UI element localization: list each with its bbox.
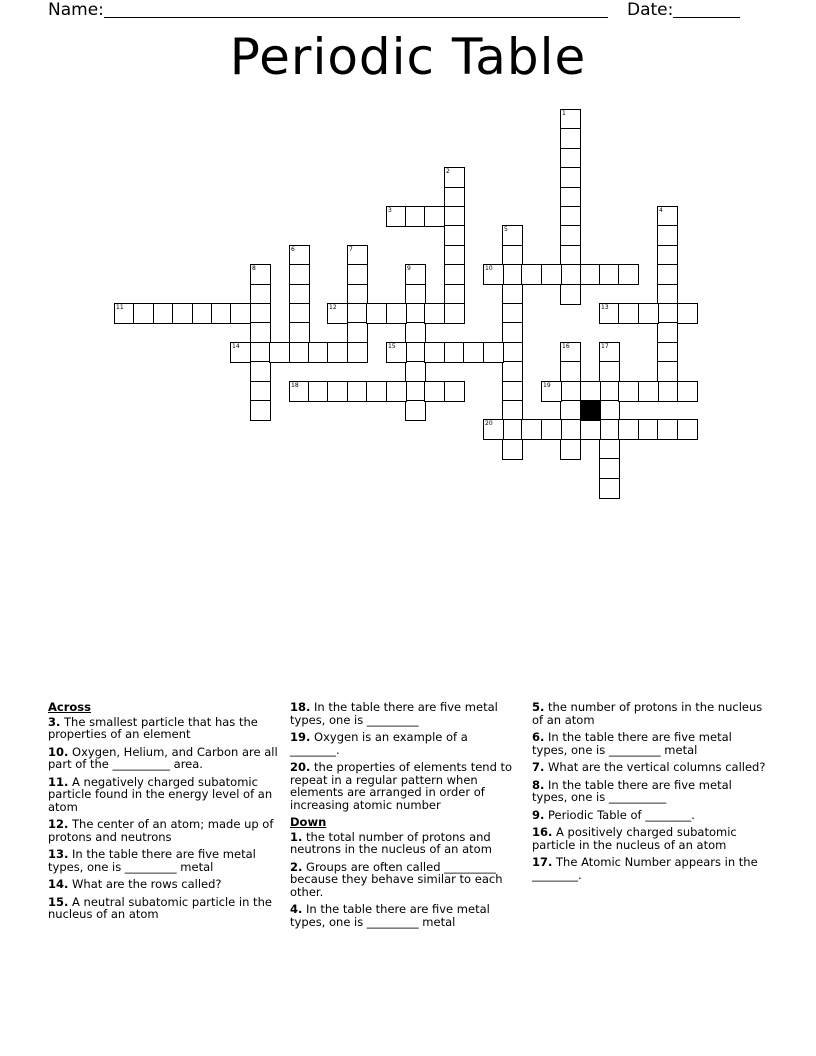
clue-column-3: [532, 701, 768, 886]
crossword-cell[interactable]: [289, 245, 310, 266]
crossword-cell[interactable]: [250, 264, 271, 285]
clue-across-19: 19. Oxygen is an example of a ________.: [290, 730, 468, 757]
page-title: Periodic Table: [229, 28, 587, 86]
clue-column-2: [290, 701, 520, 933]
crossword-cell[interactable]: [405, 400, 426, 421]
clue-down-5: 5. the number of protons in the nucleus of an atom: [532, 700, 763, 727]
crossword-cell[interactable]: [463, 342, 484, 363]
crossword-cell[interactable]: [502, 245, 523, 266]
across-heading: Across: [48, 700, 91, 714]
crossword-cell[interactable]: [502, 303, 523, 324]
crossword-cell[interactable]: [483, 419, 504, 440]
crossword-cell[interactable]: [424, 206, 445, 227]
crossword-cell[interactable]: [405, 206, 426, 227]
crossword-cell[interactable]: [541, 381, 562, 402]
crossword-cell[interactable]: [289, 284, 310, 305]
crossword-cell[interactable]: [424, 342, 445, 363]
crossword-cell[interactable]: [289, 342, 310, 363]
crossword-cell[interactable]: [599, 303, 620, 324]
crossword-cell[interactable]: [347, 245, 368, 266]
crossword-cell[interactable]: [444, 284, 465, 305]
crossword-cell[interactable]: [250, 284, 271, 305]
clue-number: 18: [291, 382, 299, 389]
crossword-cell[interactable]: [327, 381, 348, 402]
clue-down-8: 8. In the table there are five metal types, one is __________: [532, 777, 732, 804]
crossword-cell[interactable]: [502, 264, 523, 285]
crossword-cell[interactable]: [657, 284, 678, 305]
crossword-cell[interactable]: [347, 381, 368, 402]
crossword-cell[interactable]: [541, 419, 562, 440]
crossword-cell[interactable]: [657, 303, 678, 324]
crossword-cell[interactable]: [230, 342, 251, 363]
crossword-cell[interactable]: [560, 381, 581, 402]
crossword-cell[interactable]: [560, 148, 581, 169]
crossword-cell[interactable]: [580, 264, 601, 285]
crossword-cell[interactable]: [444, 245, 465, 266]
crossword-cell[interactable]: [347, 284, 368, 305]
crossword-cell[interactable]: [405, 264, 426, 285]
crossword-cell[interactable]: [560, 167, 581, 188]
crossword-cell[interactable]: [677, 381, 698, 402]
clue-across-10: 10. Oxygen, Helium, and Carbon are all part of the __________ area.: [48, 744, 278, 771]
crossword-cell[interactable]: [502, 342, 523, 363]
crossword-cell[interactable]: [405, 284, 426, 305]
crossword-cell[interactable]: [657, 264, 678, 285]
date-label: Date:: [627, 0, 674, 20]
crossword-cell[interactable]: [599, 361, 620, 382]
clue-number: 20: [485, 420, 493, 427]
crossword-cell[interactable]: [502, 400, 523, 421]
clue-number: 3: [388, 207, 392, 214]
clue-across-12: 12. The center of an atom; made up of protons and neutrons: [48, 817, 274, 844]
clue-down-1: 1. the total number of protons and neutrons in the nucleus of an atom: [290, 829, 492, 856]
crossword-cell[interactable]: [405, 361, 426, 382]
crossword-cell[interactable]: [250, 342, 271, 363]
crossword-cell[interactable]: [560, 109, 581, 130]
crossword-cell[interactable]: [618, 419, 639, 440]
crossword-cell[interactable]: [347, 303, 368, 324]
crossword-cell[interactable]: [657, 245, 678, 266]
clue-down-9: 9. Periodic Table of ________.: [532, 807, 695, 822]
clue-number: 11: [116, 304, 124, 311]
crossword-cell[interactable]: [444, 303, 465, 324]
crossword-cell[interactable]: [483, 342, 504, 363]
crossword-cell[interactable]: [366, 303, 387, 324]
crossword-cell[interactable]: [677, 303, 698, 324]
crossword-cell[interactable]: [502, 419, 523, 440]
crossword-cell[interactable]: [250, 322, 271, 343]
clue-number: 15: [388, 343, 396, 350]
crossword-cell[interactable]: [250, 400, 271, 421]
clue-across-13: 13. In the table there are five metal types, one is _________ metal: [48, 847, 256, 874]
crossword-cell[interactable]: [347, 264, 368, 285]
crossword-cell[interactable]: [444, 381, 465, 402]
crossword-cell[interactable]: [386, 303, 407, 324]
clue-down-2: 2. Groups are often called _________ because they behave similar to each other.: [290, 859, 503, 899]
clue-number: 9: [407, 265, 411, 272]
crossword-cell[interactable]: [502, 322, 523, 343]
crossword-cell[interactable]: [192, 303, 213, 324]
crossword-cell[interactable]: [677, 419, 698, 440]
crossword-cell[interactable]: [560, 128, 581, 149]
crossword-cell[interactable]: [289, 303, 310, 324]
clue-across-14: 14. What are the rows called?: [48, 877, 222, 891]
clue-down-7: 7. What are the vertical columns called?: [532, 760, 766, 774]
crossword-cell[interactable]: [657, 419, 678, 440]
crossword-cell[interactable]: [250, 381, 271, 402]
crossword-cell[interactable]: [405, 342, 426, 363]
clue-number: 5: [504, 226, 508, 233]
crossword-cell[interactable]: [560, 187, 581, 208]
crossword-cell[interactable]: [444, 264, 465, 285]
down-heading: Down: [290, 815, 327, 829]
crossword-cell[interactable]: [599, 478, 620, 499]
crossword-black-cell: [580, 400, 601, 421]
clue-number: 4: [659, 207, 663, 214]
crossword-cell[interactable]: [560, 206, 581, 227]
clue-number: 13: [601, 304, 609, 311]
crossword-cell[interactable]: [424, 303, 445, 324]
crossword-cell[interactable]: [405, 303, 426, 324]
clue-across-11: 11. A negatively charged subatomic particle found in the energy level of an atom: [48, 774, 273, 814]
crossword-cell[interactable]: [560, 225, 581, 246]
crossword-cell[interactable]: [327, 303, 348, 324]
clue-number: 14: [232, 343, 240, 350]
crossword-cell[interactable]: [657, 381, 678, 402]
crossword-cell[interactable]: [327, 342, 348, 363]
clue-across-20: 20. the properties of elements tend to repeat in a regular pattern when elements are arranged in order of increasing atomic number: [290, 760, 513, 812]
clue-number: 8: [252, 265, 256, 272]
crossword-cell[interactable]: [444, 206, 465, 227]
clue-number: 1: [562, 110, 566, 117]
clue-number: 7: [349, 246, 353, 253]
crossword-cell[interactable]: [444, 167, 465, 188]
crossword-cell[interactable]: [502, 284, 523, 305]
crossword-cell[interactable]: [153, 303, 174, 324]
crossword-cell[interactable]: [114, 303, 135, 324]
clue-down-6: 6. In the table there are five metal types, one is _________ metal: [532, 730, 732, 757]
clue-across-3: 3. The smallest particle that has the properties of an element: [48, 714, 258, 741]
crossword-cell[interactable]: [599, 419, 620, 440]
crossword-cell[interactable]: [618, 303, 639, 324]
clue-number: 2: [446, 168, 450, 175]
crossword-cell[interactable]: [308, 381, 329, 402]
crossword-cell[interactable]: [502, 381, 523, 402]
clue-number: 12: [329, 304, 337, 311]
crossword-cell[interactable]: [638, 381, 659, 402]
clue-across-18: 18. In the table there are five metal types, one is _________: [290, 700, 498, 727]
crossword-cell[interactable]: [250, 361, 271, 382]
crossword-cell[interactable]: [638, 303, 659, 324]
crossword-cell[interactable]: [444, 342, 465, 363]
crossword-cell[interactable]: [560, 419, 581, 440]
crossword-grid: [0, 0, 816, 520]
crossword-cell[interactable]: [599, 342, 620, 363]
crossword-cell[interactable]: [366, 381, 387, 402]
clue-down-17: 17. The Atomic Number appears in the ________.: [532, 855, 758, 882]
crossword-cell[interactable]: [580, 381, 601, 402]
crossword-cell[interactable]: [599, 381, 620, 402]
crossword-cell[interactable]: [657, 342, 678, 363]
clue-number: 17: [601, 343, 609, 350]
crossword-cell[interactable]: [269, 342, 290, 363]
clue-number: 6: [291, 246, 295, 253]
crossword-cell[interactable]: [444, 225, 465, 246]
crossword-cell[interactable]: [347, 322, 368, 343]
crossword-cell[interactable]: [560, 439, 581, 460]
crossword-cell[interactable]: [657, 361, 678, 382]
crossword-cell[interactable]: [347, 342, 368, 363]
clue-number: 10: [485, 265, 493, 272]
crossword-cell[interactable]: [308, 342, 329, 363]
crossword-cell[interactable]: [657, 322, 678, 343]
crossword-cell[interactable]: [386, 342, 407, 363]
crossword-cell[interactable]: [560, 245, 581, 266]
clue-across-15: 15. A neutral subatomic particle in the nucleus of an atom: [48, 894, 272, 921]
name-label: Name:: [48, 0, 104, 20]
crossword-cell[interactable]: [599, 458, 620, 479]
crossword-cell[interactable]: [560, 264, 581, 285]
crossword-cell[interactable]: [657, 225, 678, 246]
crossword-cell[interactable]: [444, 187, 465, 208]
crossword-cell[interactable]: [521, 419, 542, 440]
crossword-cell[interactable]: [502, 439, 523, 460]
crossword-cell[interactable]: [638, 419, 659, 440]
crossword-cell[interactable]: [230, 303, 251, 324]
crossword-cell[interactable]: [521, 264, 542, 285]
crossword-cell[interactable]: [133, 303, 154, 324]
crossword-cell[interactable]: [580, 419, 601, 440]
crossword-cell[interactable]: [657, 206, 678, 227]
clue-down-16: 16. A positively charged subatomic particle in the nucleus of an atom: [532, 825, 737, 852]
crossword-cell[interactable]: [386, 381, 407, 402]
crossword-cell[interactable]: [289, 322, 310, 343]
crossword-cell[interactable]: [599, 439, 620, 460]
crossword-cell[interactable]: [502, 225, 523, 246]
crossword-cell[interactable]: [211, 303, 232, 324]
crossword-cell[interactable]: [250, 303, 271, 324]
clue-column-1: [48, 701, 280, 926]
crossword-cell[interactable]: [560, 400, 581, 421]
crossword-cell[interactable]: [502, 361, 523, 382]
crossword-cell[interactable]: [599, 400, 620, 421]
crossword-cell[interactable]: [289, 264, 310, 285]
crossword-cell[interactable]: [289, 381, 310, 402]
clue-down-4: 4. In the table there are five metal types, one is _________ metal: [290, 902, 490, 929]
clue-number: 16: [562, 343, 570, 350]
crossword-cell[interactable]: [424, 381, 445, 402]
crossword-cell[interactable]: [599, 264, 620, 285]
crossword-cell[interactable]: [560, 342, 581, 363]
crossword-cell[interactable]: [405, 322, 426, 343]
clue-number: 19: [543, 382, 551, 389]
crossword-cell[interactable]: [405, 381, 426, 402]
crossword-cell[interactable]: [618, 381, 639, 402]
crossword-cell[interactable]: [483, 264, 504, 285]
crossword-cell[interactable]: [560, 284, 581, 305]
crossword-cell[interactable]: [172, 303, 193, 324]
crossword-cell[interactable]: [541, 264, 562, 285]
crossword-cell[interactable]: [386, 206, 407, 227]
crossword-cell[interactable]: [560, 361, 581, 382]
crossword-cell[interactable]: [618, 264, 639, 285]
